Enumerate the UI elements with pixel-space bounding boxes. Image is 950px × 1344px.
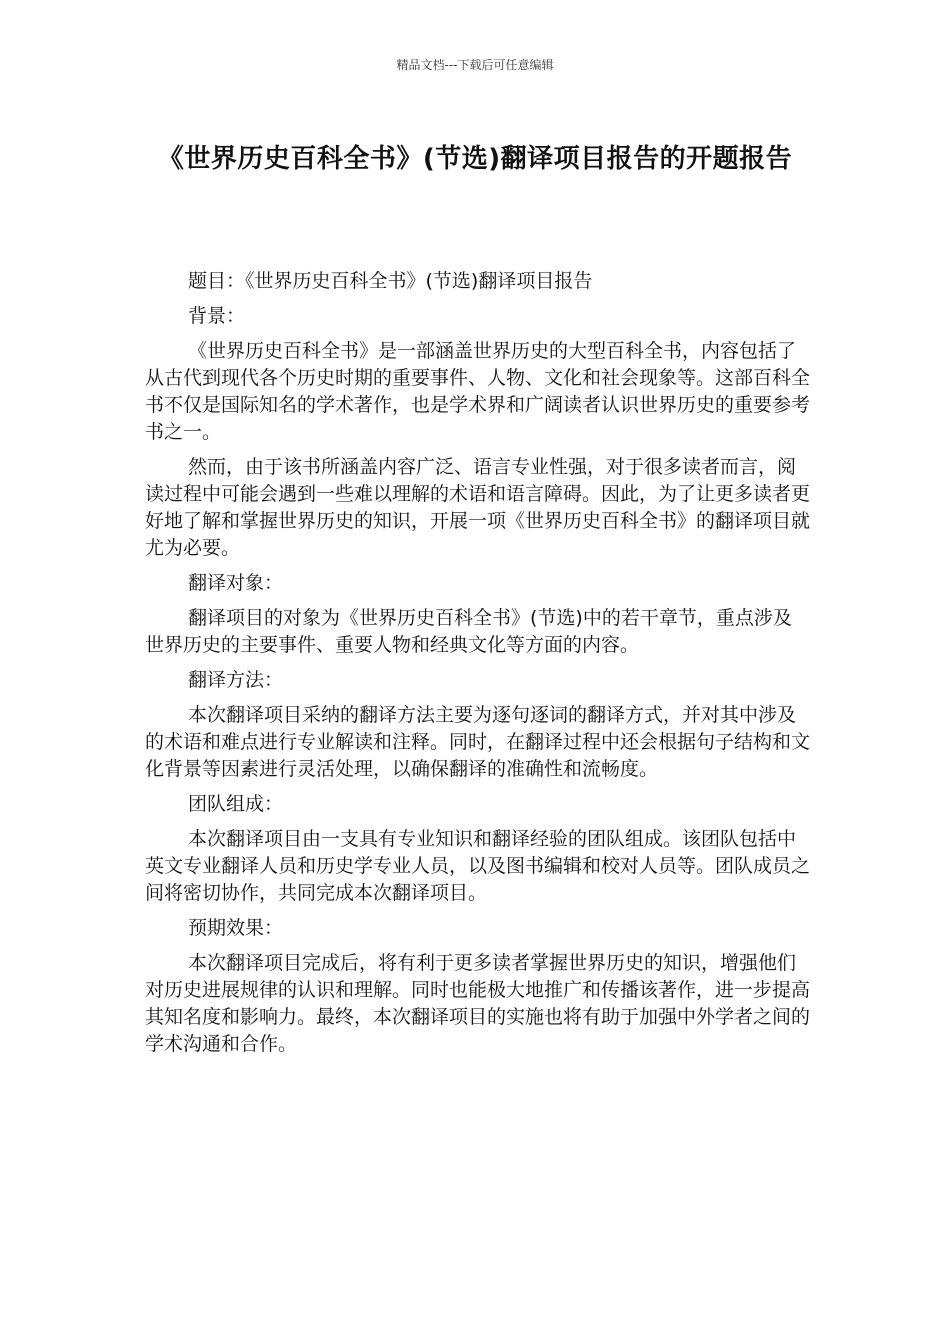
header-note: 精品文档---下载后可任意编辑 xyxy=(396,58,554,72)
topic-line: 题目：《世界历史百科全书》(节选)翻译项目报告 xyxy=(188,270,593,292)
page-title: 《世界历史百科全书》(节选)翻译项目报告的开题报告 xyxy=(157,144,793,174)
method-paragraph: 本次翻译项目采纳的翻译方法主要为逐句逐词的翻译方式，并对其中涉及的术语和难点进行专业解读和注释。同时，在翻译过程中还会根据句子结构和文化背景等因素进行灵活处理，以确保翻译的准确性和流畅度。 xyxy=(145,704,811,780)
team-paragraph: 本次翻译项目由一支具有专业知识和翻译经验的团队组成。该团队包括中英文专业翻译人员和历史学专业人员，以及图书编辑和校对人员等。团队成员之间将密切协作，共同完成本次翻译项目。 xyxy=(145,828,811,904)
effect-paragraph: 本次翻译项目完成后，将有利于更多读者掌握世界历史的知识，增强他们对历史进展规律的认识和理解。同时也能极大地推广和传播该著作，进一步提高其知名度和影响力。最终，本次翻译项目的实施也将有助于加强中外学者之间的学术沟通和合作。 xyxy=(145,952,811,1055)
team-label: 团队组成： xyxy=(188,793,284,815)
background-label: 背景： xyxy=(188,305,246,327)
document-body xyxy=(145,268,810,1066)
method-label: 翻译方法： xyxy=(188,669,284,691)
background-paragraph-2: 然而，由于该书所涵盖内容广泛、语言专业性强，对于很多读者而言，阅读过程中可能会遇到一些难以理解的术语和语言障碍。因此，为了让更多读者更好地了解和掌握世界历史的知识，开展一项《世界历史百科全书》的翻译项目就尤为必要。 xyxy=(145,456,811,559)
effect-label: 预期效果： xyxy=(188,917,284,939)
object-label: 翻译对象： xyxy=(188,572,284,594)
object-paragraph: 翻译项目的对象为《世界历史百科全书》(节选)中的若干章节，重点涉及世界历史的主要事件、重要人物和经典文化等方面的内容。 xyxy=(145,607,792,656)
background-paragraph-1: 《世界历史百科全书》是一部涵盖世界历史的大型百科全书，内容包括了从古代到现代各个历史时期的重要事件、人物、文化和社会现象等。这部百科全书不仅是国际知名的学术著作，也是学术界和广阔读者认识世界历史的重要参考书之一。 xyxy=(145,340,811,443)
